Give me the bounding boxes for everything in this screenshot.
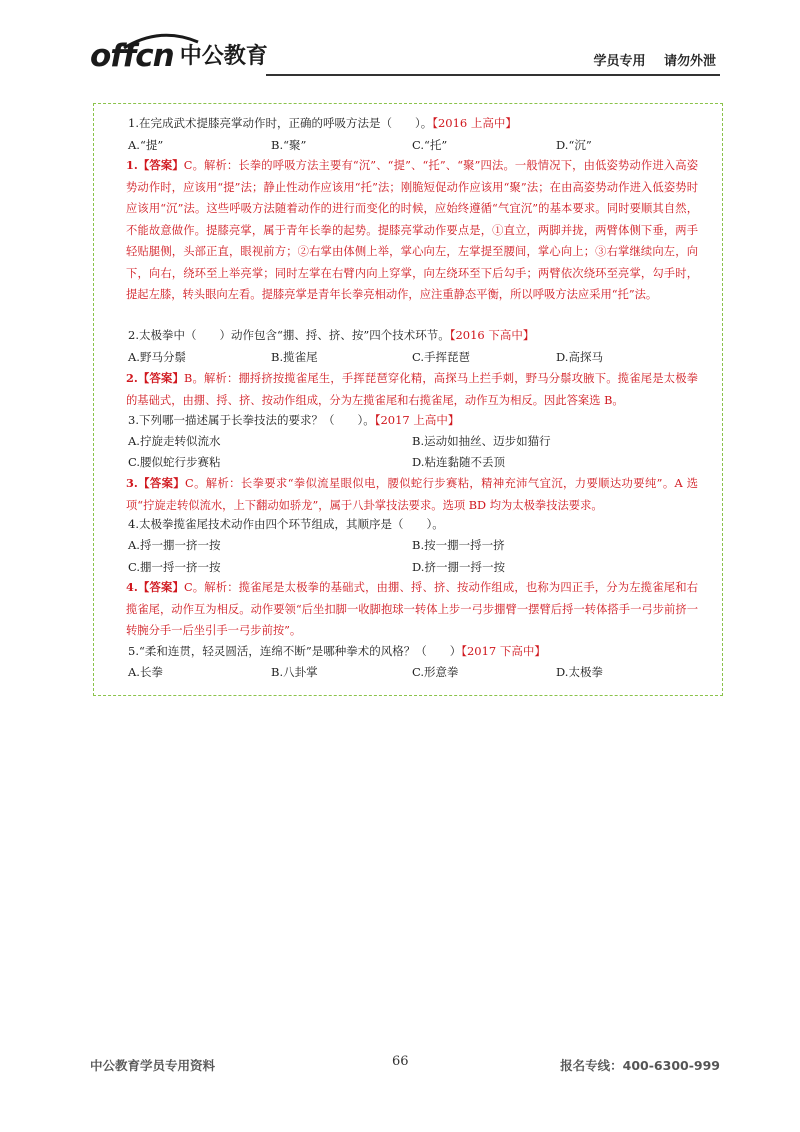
- logo-text-en: offcn: [90, 38, 174, 74]
- question-2-option-d: D.高探马: [556, 350, 603, 364]
- question-4-answer: 4.【答案】C。解析：揽雀尾是太极拳的基础式，由掤、捋、挤、按动作组成，也称为四正手，分为左揽雀尾和右揽雀尾，动作互为相反。动作要领“后坐扣脚一收脚抱球一转体上步一弓步掤臂一摆臂后捋一转体搭手一弓步前挤一转腕分手一后坐引手一弓步前按”。: [126, 580, 698, 637]
- header-label-confidential: 请勿外泄: [663, 54, 716, 69]
- question-2-answer: 2.【答案】B。解析：掤捋挤按揽雀尾生，手挥琵琶穿化精，高探马上拦手刺，野马分鬃攻腋下。揽雀尾是太极拳的基础式，由掤、捋、挤、按动作组成，分为左揽雀尾和右揽雀尾，动作互为相反。因此答案选 B。: [126, 371, 698, 407]
- question-3-answer: 3.【答案】C。解析：长拳要求“拳似流星眼似电，腰似蛇行步赛粘，精神充沛气宜沉，力要顺达功要纯”。A 选项“拧旋走转似流水，上下翻动如骄龙”，属于八卦掌技法要求。选项 BD 均为太极拳技法要求。: [126, 476, 698, 512]
- question-4-stem: 4.太极拳揽雀尾技术动作由四个环节组成，其顺序是（ ）。: [128, 517, 444, 531]
- question-1-option-d: D.“沉”: [556, 138, 592, 152]
- question-5-option-b: B.八卦掌: [271, 665, 318, 679]
- question-1-answer: 1.【答案】C。解析：长拳的呼吸方法主要有“沉”、“提”、“托”、“聚”四法。一般情况下，由低姿势动作进入高姿势动作时，应该用“提”法；静止性动作应该用“托”法；刚脆短促动作应该用“聚”法；在由高姿势动作进入低姿势时应该用“沉”法。这些呼吸方法随着动作的进行而变化的时候，应始终遵循“气宜沉”的基本要求。同时要顺其自然，不能故意做作。提膝亮掌，属于青年长拳的起势。提膝亮掌动作要点是，①直立，两脚并拢，两臂体侧下垂，两手轻贴腿侧，头部正直，眼视前方；②右掌由体侧上举，掌心向左，左掌提至腰间，掌心向上；③右掌继续向左，向下，向右，绕环至上举亮掌；同时左掌在右臂内向上穿掌，向左绕环至下后勾手；两臂依次绕环至亮掌，勾手时，提起左膝，转头眼向左看。提膝亮掌是青年长拳亮相动作，应注重静态平衡，所以呼吸方法应采用“托”法。: [126, 158, 698, 301]
- question-4-option-b: B.按一掤一捋一挤: [412, 538, 505, 552]
- header-divider: [266, 74, 720, 76]
- header-label-students-only: 学员专用: [593, 54, 646, 69]
- footer-material-label: 中公教育学员专用资料: [90, 1058, 216, 1073]
- question-5-stem: 5.“柔和连贯，轻灵圆活，连绵不断”是哪种拳术的风格？（ ）【2017 下高中】: [128, 644, 546, 658]
- question-1-stem: 1.在完成武术提膝亮掌动作时，正确的呼吸方法是（ ）。【2016 上高中】: [128, 116, 517, 130]
- question-1-option-a: A.“提”: [128, 138, 164, 152]
- question-5-option-d: D.太极拳: [556, 665, 603, 679]
- logo-arc-icon: [120, 32, 200, 52]
- offcn-logo: [90, 38, 268, 74]
- question-1-tag: 【2016 上高中】: [432, 116, 517, 130]
- question-3-stem: 3.下列哪一描述属于长拳技法的要求？（ ）。【2017 上高中】: [128, 413, 460, 427]
- question-3-tag: 【2017 上高中】: [374, 413, 460, 427]
- question-2-tag: 【2016 下高中】: [449, 328, 535, 342]
- page-number: 66: [392, 1054, 409, 1069]
- page-header: [90, 36, 720, 80]
- question-5-option-a: A.长拳: [128, 665, 163, 679]
- question-1-option-b: B.“聚”: [271, 138, 307, 152]
- question-4-option-a: A.捋一掤一挤一按: [128, 538, 221, 552]
- question-2-option-a: A.野马分鬃: [128, 350, 186, 364]
- question-3-option-a: A.拧旋走转似流水: [128, 434, 221, 448]
- question-5-tag: 【2017 下高中】: [461, 644, 546, 658]
- logo-text-cn: 中公教育: [179, 44, 268, 69]
- question-4-option-c: C.掤一捋一挤一按: [128, 560, 221, 574]
- question-2-option-b: B.揽雀尾: [271, 350, 318, 364]
- question-3-option-b: B.运动如抽丝、迈步如猫行: [412, 434, 551, 448]
- question-4-option-d: D.挤一掤一捋一按: [412, 560, 505, 574]
- header-labels: [593, 50, 716, 69]
- question-3-option-d: D.粘连黏随不丢顶: [412, 455, 505, 469]
- question-2-stem: 2.太极拳中（ ）动作包含“掤、捋、挤、按”四个技术环节。【2016 下高中】: [128, 328, 535, 342]
- question-3-option-c: C.腰似蛇行步赛粘: [128, 455, 221, 469]
- question-1-option-c: C.“托”: [412, 138, 448, 152]
- question-2-option-c: C.手挥琵琶: [412, 350, 471, 364]
- footer-hotline: 报名专线：400-6300-999: [560, 1058, 720, 1073]
- question-5-option-c: C.形意拳: [412, 665, 459, 679]
